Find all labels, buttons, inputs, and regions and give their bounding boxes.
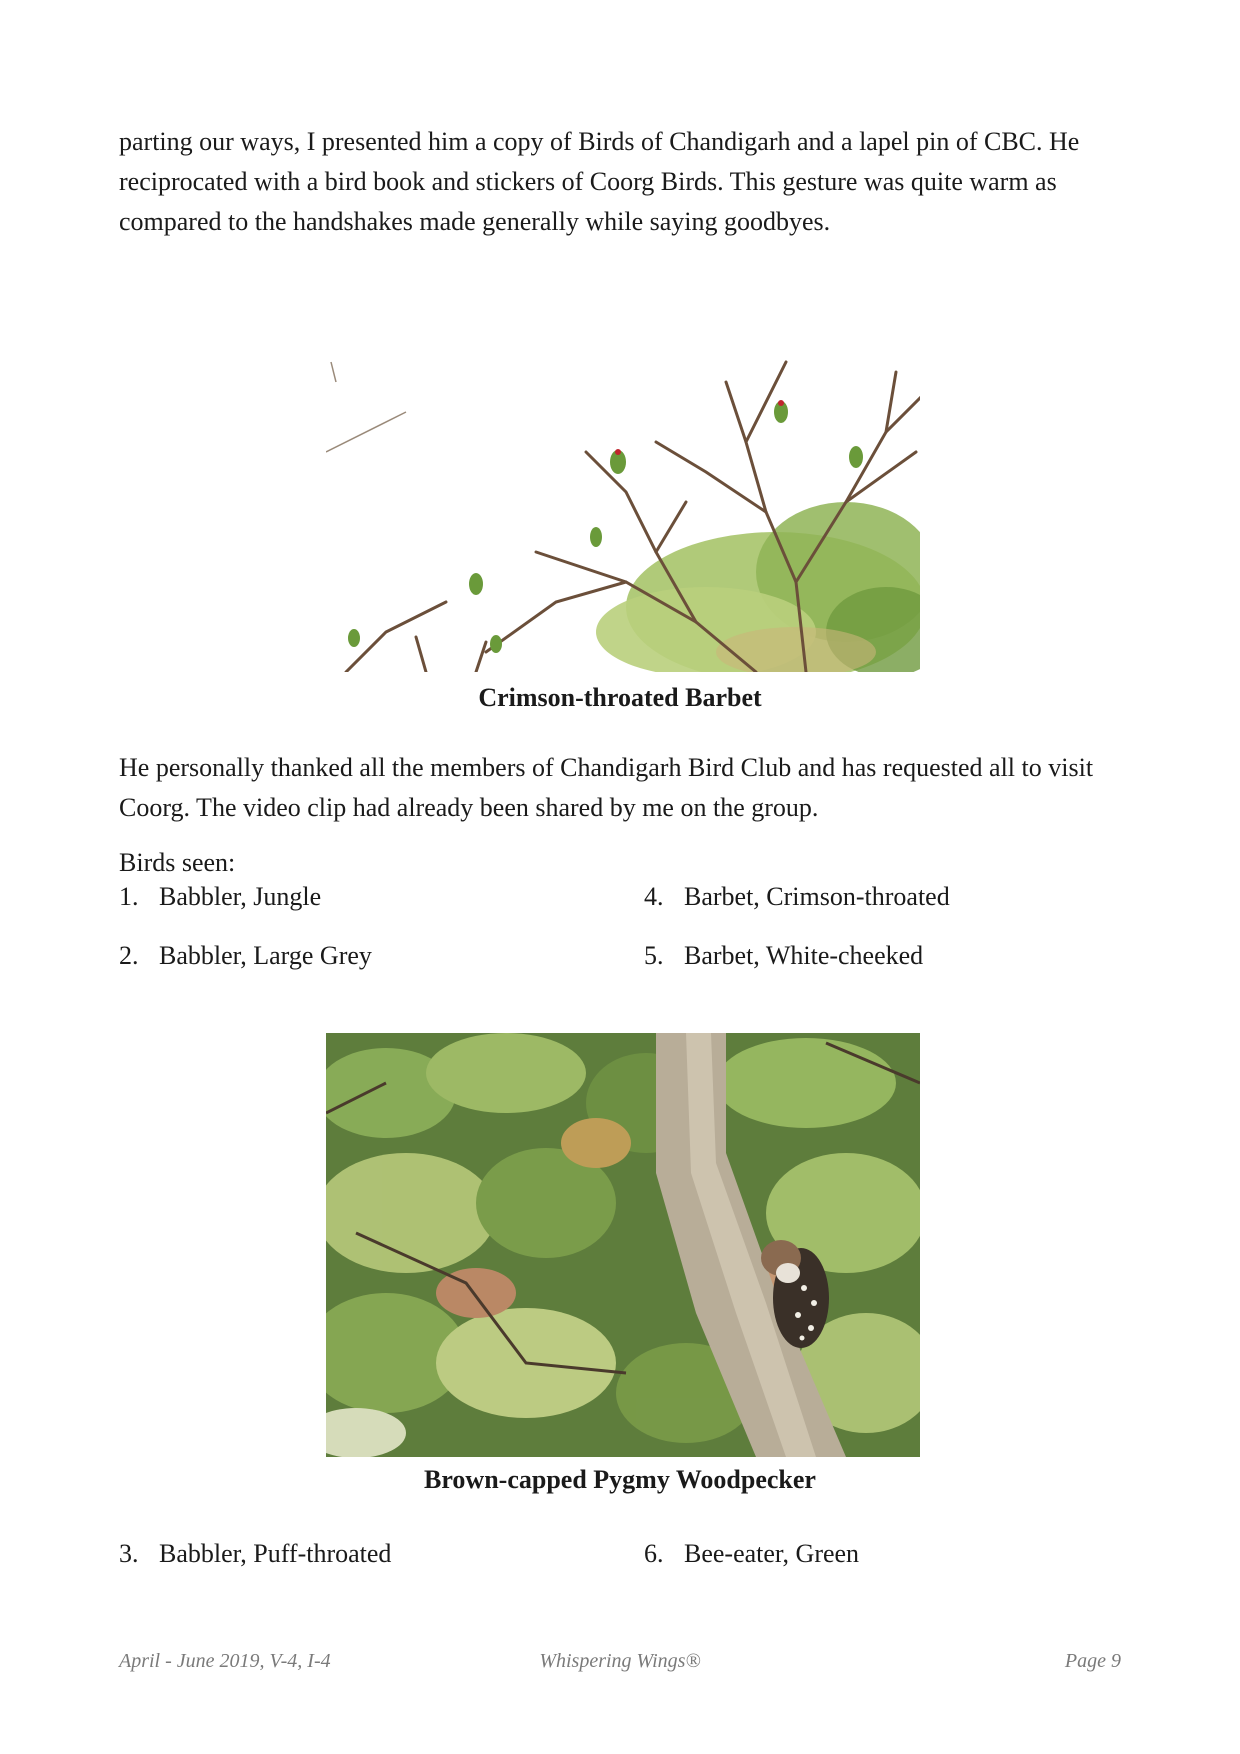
list-item-name: Bee-eater, Green — [684, 1539, 860, 1568]
paragraph-parting: parting our ways, I presented him a copy of Birds of Chandigarh and a lapel pin of CBC. He reciprocated with a bird book and stickers of Coorg Birds. This gesture was quite warm as compared to the handshakes made generally while saying goodbyes. — [119, 127, 1080, 236]
photo-brown-capped-pygmy-woodpecker — [326, 1033, 920, 1457]
list-number: 3. — [119, 1539, 139, 1568]
photo-crimson-throated-barbet — [326, 352, 920, 672]
list-number: 5. — [644, 941, 664, 970]
list-item — [644, 880, 950, 914]
paragraph-thanks: He personally thanked all the members of Chandigarh Bird Club and has requested all to visit Coorg. The video clip had already been shared by me on the group. — [119, 753, 1094, 822]
list-number: 4. — [644, 882, 664, 911]
list-item — [119, 880, 321, 914]
list-number: 1. — [119, 882, 139, 911]
footer-issue: April - June 2019, V-4, I-4 — [119, 1650, 331, 1672]
footer-publication: Whispering Wings® — [539, 1650, 701, 1672]
caption-crimson-throated-barbet: Crimson-throated Barbet — [478, 683, 762, 712]
list-item — [119, 939, 372, 973]
list-item-name: Babbler, Jungle — [159, 882, 322, 911]
birds-seen-label: Birds seen: — [119, 848, 236, 877]
list-item-name: Barbet, White-cheeked — [684, 941, 924, 970]
list-number: 6. — [644, 1539, 664, 1568]
list-item — [644, 1537, 859, 1571]
list-item-name: Babbler, Puff-throated — [159, 1539, 392, 1568]
list-item-name: Babbler, Large Grey — [159, 941, 372, 970]
list-item — [119, 1537, 391, 1571]
caption-brown-capped-pygmy-woodpecker: Brown-capped Pygmy Woodpecker — [424, 1465, 816, 1494]
list-item-name: Barbet, Crimson-throated — [684, 882, 950, 911]
list-item — [644, 939, 923, 973]
list-number: 2. — [119, 941, 139, 970]
footer-page-number: Page 9 — [1064, 1650, 1121, 1672]
